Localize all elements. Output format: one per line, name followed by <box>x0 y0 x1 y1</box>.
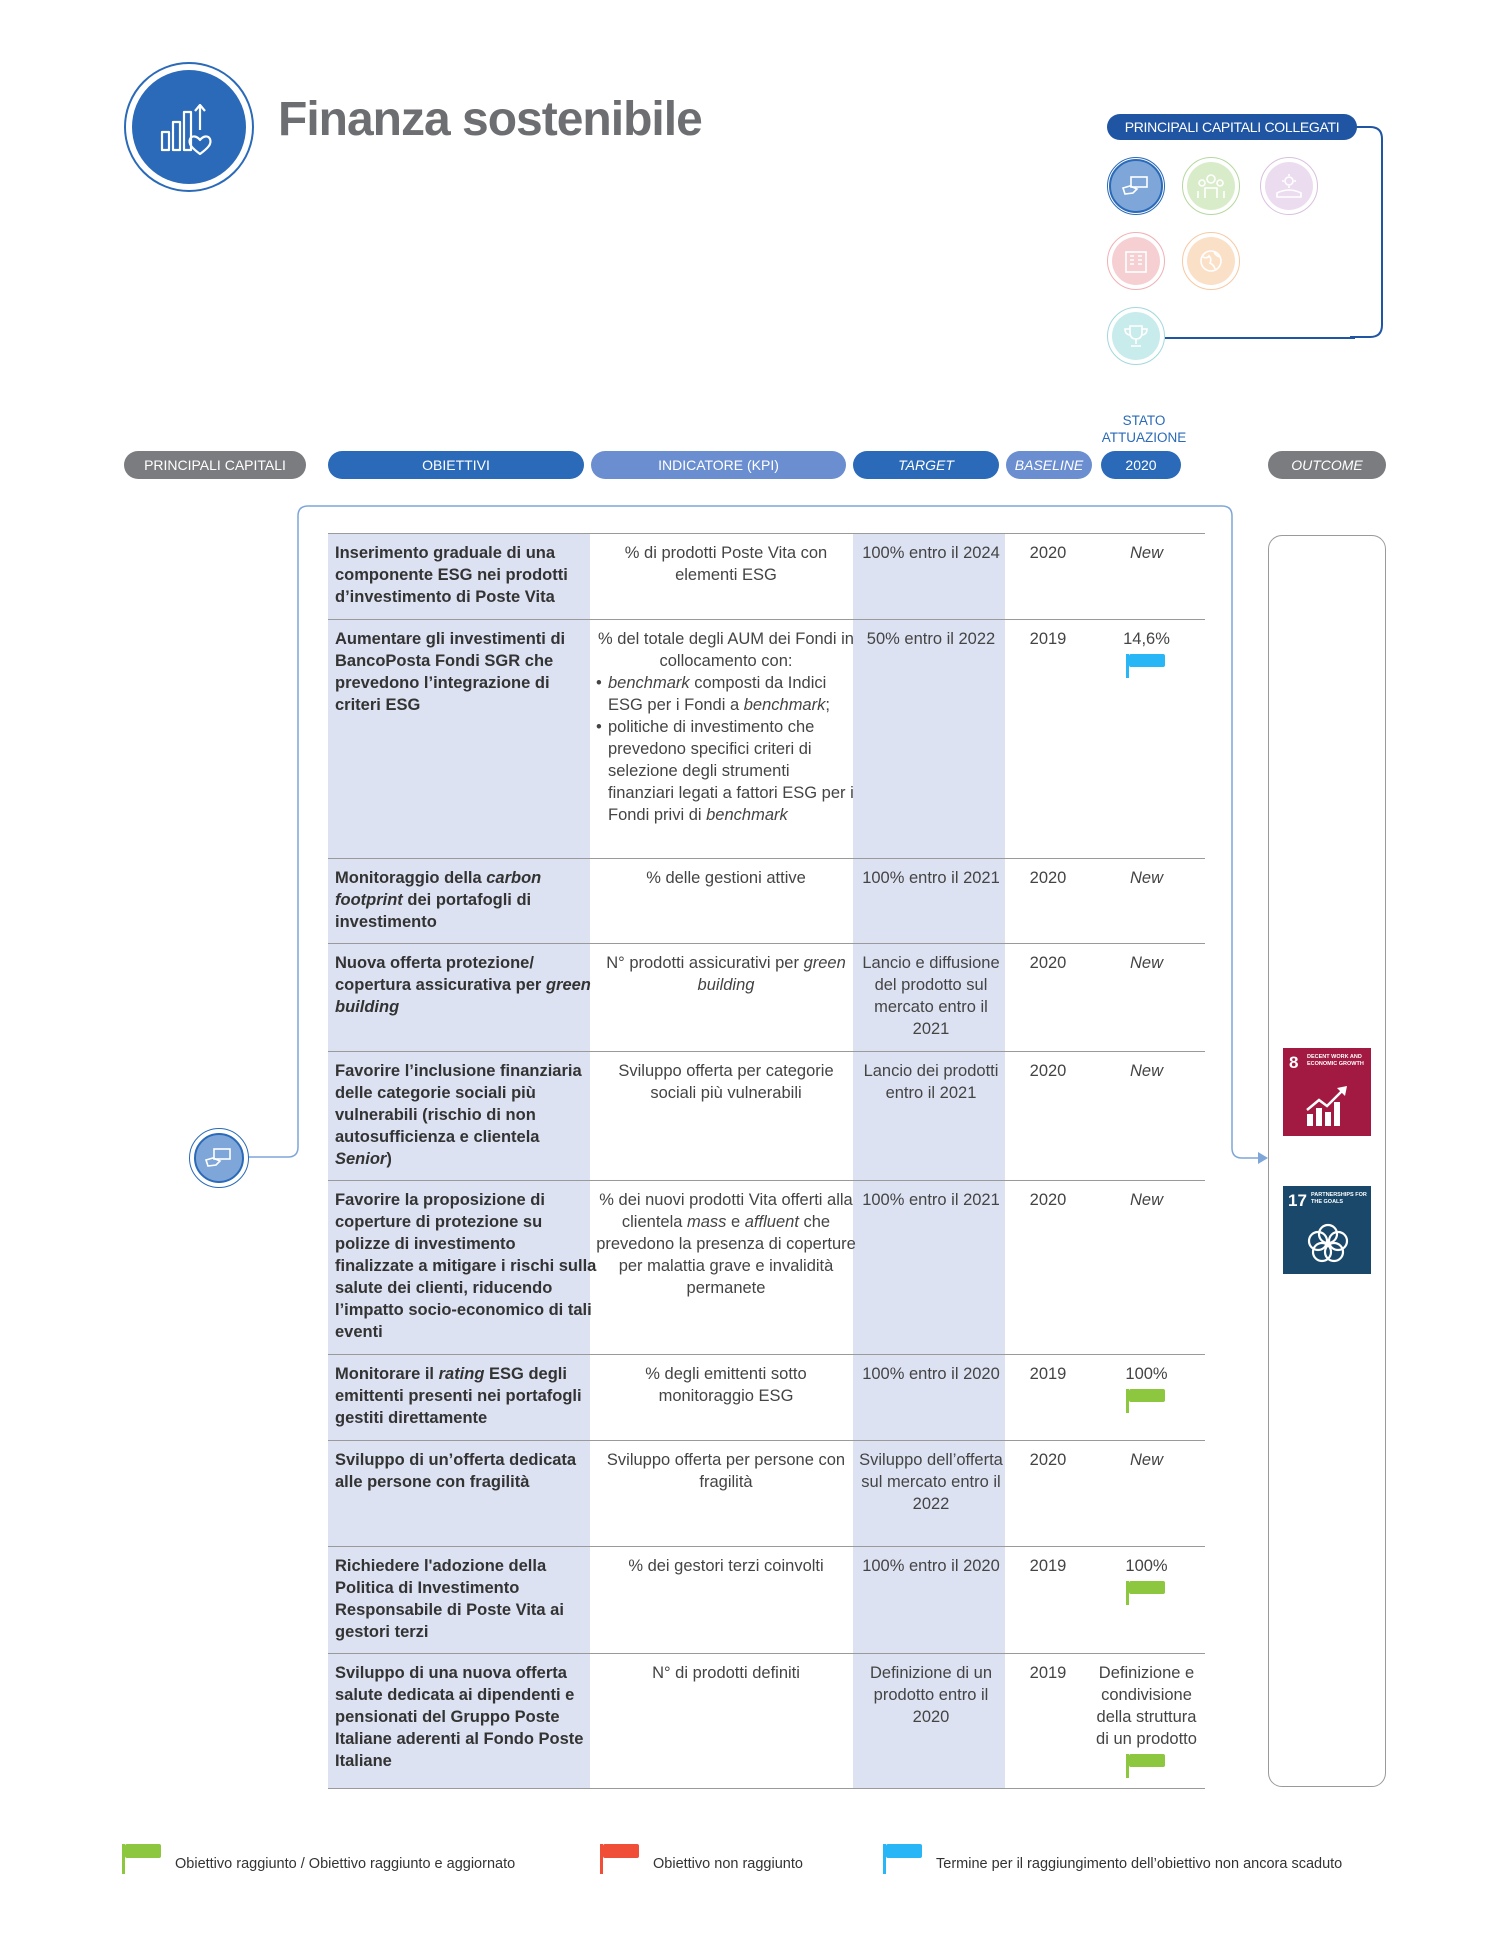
objective-text: Monitorare il rating ESG degli emittenti presenti nei portafogli gestiti direttamente <box>335 1365 582 1427</box>
kpi-text <box>596 1060 856 1104</box>
target-text: 100% entro il 2020 <box>862 1557 1000 1575</box>
objectives-table <box>328 533 1205 1789</box>
header-principali-capitali: PRINCIPALI CAPITALI <box>124 451 306 479</box>
financial-capital-icon <box>1107 157 1165 215</box>
growth-chart-icon <box>1305 1084 1351 1128</box>
status-cell <box>1088 952 1205 974</box>
target-text: Definizione di un prodotto entro il 2020 <box>870 1664 992 1726</box>
baseline-text: 2019 <box>1029 1365 1067 1383</box>
table-row <box>328 1653 1205 1788</box>
status-cell <box>1088 1662 1205 1784</box>
status-value: New <box>1129 544 1163 562</box>
table-row <box>328 1546 1205 1653</box>
partnership-rings-icon <box>1305 1220 1351 1266</box>
status-value: 100% <box>1125 1557 1168 1575</box>
kpi-main: Sviluppo offerta per categorie sociali più vulnerabili <box>618 1062 834 1102</box>
table-row <box>328 1354 1205 1440</box>
status-value: New <box>1129 1191 1163 1209</box>
sdg-8-number: 8 <box>1289 1053 1299 1072</box>
kpi-main: % del totale degli AUM dei Fondi in collocamento con: <box>598 630 854 670</box>
legend-achieved-text: Obiettivo raggiunto / Obiettivo raggiunto e aggiornato <box>175 1856 516 1872</box>
header-baseline: BASELINE <box>1006 451 1092 479</box>
objective-text: Nuova offerta protezione/ copertura assicurativa per green building <box>335 954 591 1016</box>
baseline-text: 2019 <box>1029 1557 1067 1575</box>
status-cell <box>1088 542 1205 564</box>
header-stato-line2: ATTUAZIONE <box>1101 430 1187 445</box>
baseline-text: 2019 <box>1029 630 1067 648</box>
kpi-bullet: • benchmark composti da Indici ESG per i Fondi a benchmark; <box>596 672 856 716</box>
table-row <box>328 1440 1205 1546</box>
sdg-17-label: PARTNERSHIPS FOR THE GOALS <box>1311 1192 1367 1205</box>
table-row <box>328 1180 1205 1354</box>
status-cell <box>1088 867 1205 889</box>
status-cell <box>1088 1363 1205 1419</box>
kpi-main: % delle gestioni attive <box>646 869 806 887</box>
header-stato-line1: STATO <box>1122 413 1166 428</box>
target-text: 50% entro il 2022 <box>866 630 996 648</box>
status-flag-blue <box>1126 654 1168 678</box>
status-cell <box>1088 1060 1205 1082</box>
kpi-text <box>596 867 856 889</box>
legend-blue-flag <box>883 1844 923 1874</box>
kpi-text <box>596 628 856 826</box>
kpi-text <box>596 1449 856 1493</box>
kpi-main: % dei nuovi prodotti Vita offerti alla clientela mass e affluent che prevedono la presenza di coperture per malattia grave e invalidità permanete <box>596 1191 856 1297</box>
capitali-bracket <box>1350 125 1390 340</box>
header-obiettivi: OBIETTIVI <box>328 451 584 479</box>
objective-text: Favorire la proposizione di coperture di protezione su polizze di investimento finalizzate a mitigare i rischi sulla salute dei clienti, riducendo l’impatto socio-economico di tali eventi <box>335 1191 597 1341</box>
sdg-17-badge <box>1283 1186 1371 1274</box>
header-indicatore: INDICATORE (KPI) <box>591 451 846 479</box>
legend-green-flag <box>122 1844 162 1874</box>
status-flag-green <box>1126 1581 1168 1605</box>
status-flag-green <box>1126 1389 1168 1413</box>
page-title: Finanza sostenibile <box>278 93 702 146</box>
natural-capital-icon <box>1182 232 1240 290</box>
table-bottom-rule <box>328 1788 1205 1789</box>
target-text: 100% entro il 2024 <box>862 544 1000 562</box>
social-relational-capital-icon <box>1260 157 1318 215</box>
status-cell <box>1088 1449 1205 1471</box>
header-stato-year: 2020 <box>1101 451 1181 479</box>
human-capital-icon <box>1182 157 1240 215</box>
objective-text: Richiedere l'adozione della Politica di Investimento Responsabile di Poste Vita ai gestori terzi <box>335 1557 564 1641</box>
header-outcome: OUTCOME <box>1268 451 1386 479</box>
target-text: 100% entro il 2020 <box>862 1365 1000 1383</box>
target-text: 100% entro il 2021 <box>862 1191 1000 1209</box>
kpi-main: N° di prodotti definiti <box>652 1664 800 1682</box>
legend-not-achieved-text: Obiettivo non raggiunto <box>653 1856 803 1872</box>
kpi-text <box>596 1555 856 1577</box>
intellectual-capital-icon <box>1107 307 1165 365</box>
objective-text: Sviluppo di un’offerta dedicata alle persone con fragilità <box>335 1451 577 1491</box>
capitali-collegati-label: PRINCIPALI CAPITALI COLLEGATI <box>1107 114 1357 140</box>
objective-text: Inserimento graduale di una componente ESG nei prodotti d’investimento di Poste Vita <box>335 544 568 606</box>
kpi-bullet-text: benchmark composti da Indici ESG per i Fondi a benchmark; <box>608 674 830 714</box>
section-logo <box>124 62 254 192</box>
capitali-connector <box>1165 336 1355 340</box>
target-text: 100% entro il 2021 <box>862 869 1000 887</box>
objective-text: Favorire l’inclusione finanziaria delle categorie sociali più vulnerabili (rischio di non autosufficienza e clientela Senior) <box>335 1062 582 1168</box>
outcome-box <box>1268 535 1386 1787</box>
status-value: New <box>1129 1451 1163 1469</box>
status-value: 14,6% <box>1123 630 1170 648</box>
table-row <box>328 619 1205 858</box>
baseline-text: 2019 <box>1029 1664 1067 1682</box>
baseline-text: 2020 <box>1029 1062 1067 1080</box>
status-value: New <box>1129 869 1163 887</box>
baseline-text: 2020 <box>1029 954 1067 972</box>
objective-text: Monitoraggio della carbon footprint dei portafogli di investimento <box>335 869 542 931</box>
header-target: TARGET <box>853 451 999 479</box>
kpi-text <box>596 1662 856 1684</box>
status-value: 100% <box>1125 1365 1168 1383</box>
kpi-text <box>596 1363 856 1407</box>
objective-text: Aumentare gli investimenti di BancoPosta Fondi SGR che prevedono l’integrazione di criteri ESG <box>335 630 566 714</box>
kpi-main: % dei gestori terzi coinvolti <box>628 1557 824 1575</box>
target-text: Sviluppo dell’offerta sul mercato entro il 2022 <box>859 1451 1003 1513</box>
target-text: Lancio dei prodotti entro il 2021 <box>863 1062 999 1102</box>
objective-text: Sviluppo di una nuova offerta salute dedicata ai dipendenti e pensionati del Gruppo Poste Italiane aderenti al Fondo Poste Italiane <box>335 1664 584 1770</box>
table-row <box>328 858 1205 943</box>
table-row <box>328 1051 1205 1180</box>
kpi-bullet-text: politiche di investimento che prevedono specifici criteri di selezione degli strumenti finanziari legati a fattori ESG per i Fondi privi di benchmark <box>608 718 854 824</box>
table-row <box>328 943 1205 1051</box>
financial-capital-icon <box>189 1128 249 1188</box>
status-cell <box>1088 1189 1205 1211</box>
header-stato-attuazione <box>1090 412 1198 446</box>
legend-red-flag <box>600 1844 640 1874</box>
status-flag-green <box>1126 1754 1168 1778</box>
status-value: New <box>1129 954 1163 972</box>
baseline-text: 2020 <box>1029 1191 1067 1209</box>
kpi-text <box>596 542 856 586</box>
status-value: New <box>1129 1062 1163 1080</box>
finance-chart-heart-icon <box>156 94 222 160</box>
kpi-main: Sviluppo offerta per persone con fragilità <box>606 1451 846 1491</box>
baseline-text: 2020 <box>1029 1451 1067 1469</box>
target-text: Lancio e diffusione del prodotto sul mercato entro il 2021 <box>862 954 1000 1038</box>
kpi-text <box>596 1189 856 1299</box>
kpi-main: N° prodotti assicurativi per green building <box>606 954 846 994</box>
baseline-text: 2020 <box>1029 544 1067 562</box>
sdg-17-number: 17 <box>1288 1191 1307 1210</box>
sdg-8-label: DECENT WORK AND ECONOMIC GROWTH <box>1307 1054 1364 1067</box>
status-value: Definizione e condivisione della struttura di un prodotto <box>1096 1664 1197 1748</box>
status-cell <box>1088 628 1205 684</box>
physical-capital-icon <box>1107 232 1165 290</box>
kpi-bullet: • politiche di investimento che prevedono specifici criteri di selezione degli strumenti finanziari legati a fattori ESG per i Fondi privi di benchmark <box>596 716 856 826</box>
kpi-main: % degli emittenti sotto monitoraggio ESG <box>645 1365 807 1405</box>
kpi-text <box>596 952 856 996</box>
sdg-8-badge <box>1283 1048 1371 1136</box>
legend-pending-text: Termine per il raggiungimento dell’obiettivo non ancora scaduto <box>936 1856 1343 1872</box>
table-row <box>328 533 1205 619</box>
baseline-text: 2020 <box>1029 869 1067 887</box>
status-cell <box>1088 1555 1205 1611</box>
kpi-main: % di prodotti Poste Vita con elementi ESG <box>624 544 828 584</box>
